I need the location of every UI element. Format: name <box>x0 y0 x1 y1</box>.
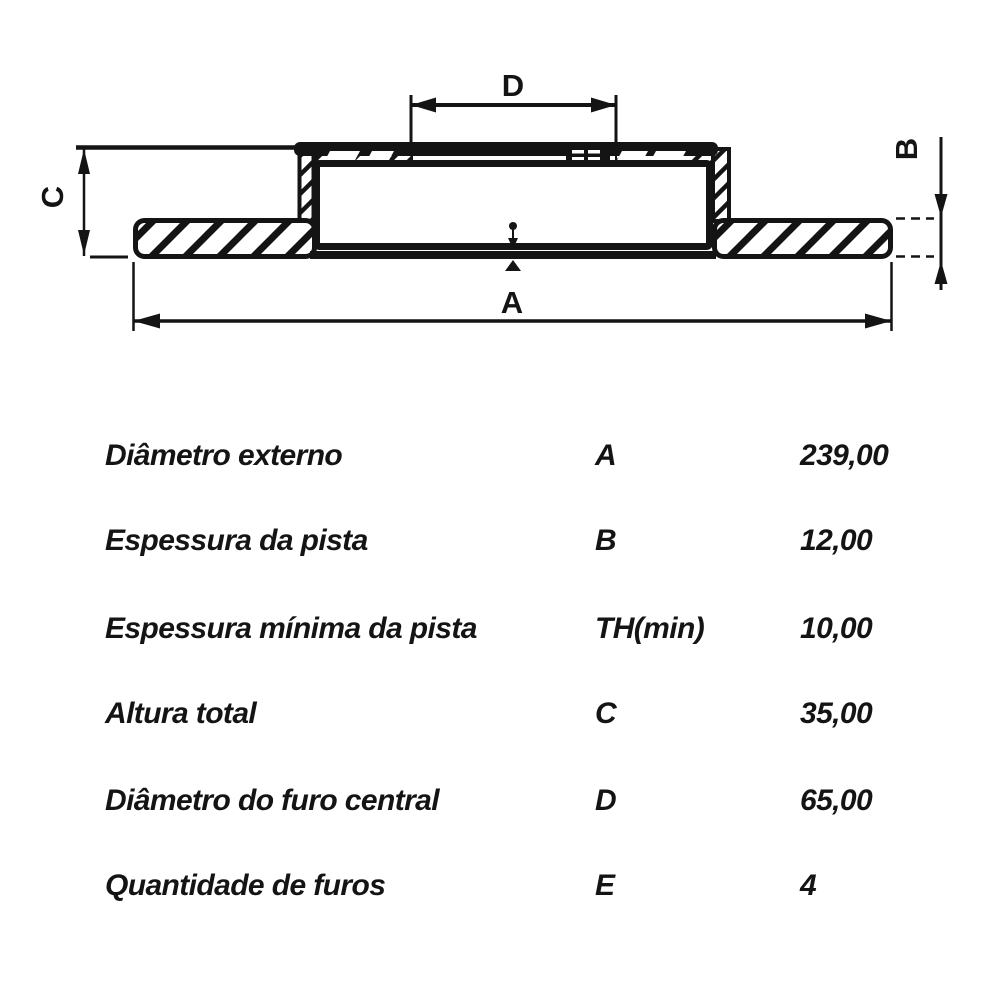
spec-label: Espessura da pista <box>105 524 368 557</box>
spec-symbol: TH(min) <box>595 612 705 645</box>
spec-value: 4 <box>800 869 817 902</box>
spec-row-track-thickness <box>0 522 1000 560</box>
spec-value: 65,00 <box>800 784 873 817</box>
spec-symbol: E <box>595 869 615 902</box>
dim-label-a: A <box>500 285 524 320</box>
spec-row-outer-diameter <box>0 437 1000 475</box>
spec-value: 35,00 <box>800 697 873 730</box>
spec-symbol: D <box>595 784 617 817</box>
spec-row-total-height <box>0 695 1000 733</box>
spec-value: 10,00 <box>800 612 873 645</box>
spec-label: Altura total <box>105 697 257 730</box>
spec-label: Espessura mínima da pista <box>105 612 477 645</box>
spec-row-min-track-thickness <box>0 610 1000 648</box>
spec-row-center-bore-diameter <box>0 782 1000 820</box>
spec-symbol: A <box>595 439 617 472</box>
spec-value: 12,00 <box>800 524 873 557</box>
spec-symbol: B <box>595 524 617 557</box>
spec-symbol: C <box>595 697 617 730</box>
dim-label-c: C <box>35 185 70 209</box>
spec-value: 239,00 <box>800 439 889 472</box>
spec-label: Quantidade de furos <box>105 869 386 902</box>
dim-label-b: B <box>889 137 924 161</box>
spec-label: Diâmetro externo <box>105 439 343 472</box>
dim-label-d: D <box>501 68 525 103</box>
spec-row-hole-count <box>0 867 1000 905</box>
spec-label: Diâmetro do furo central <box>105 784 439 817</box>
